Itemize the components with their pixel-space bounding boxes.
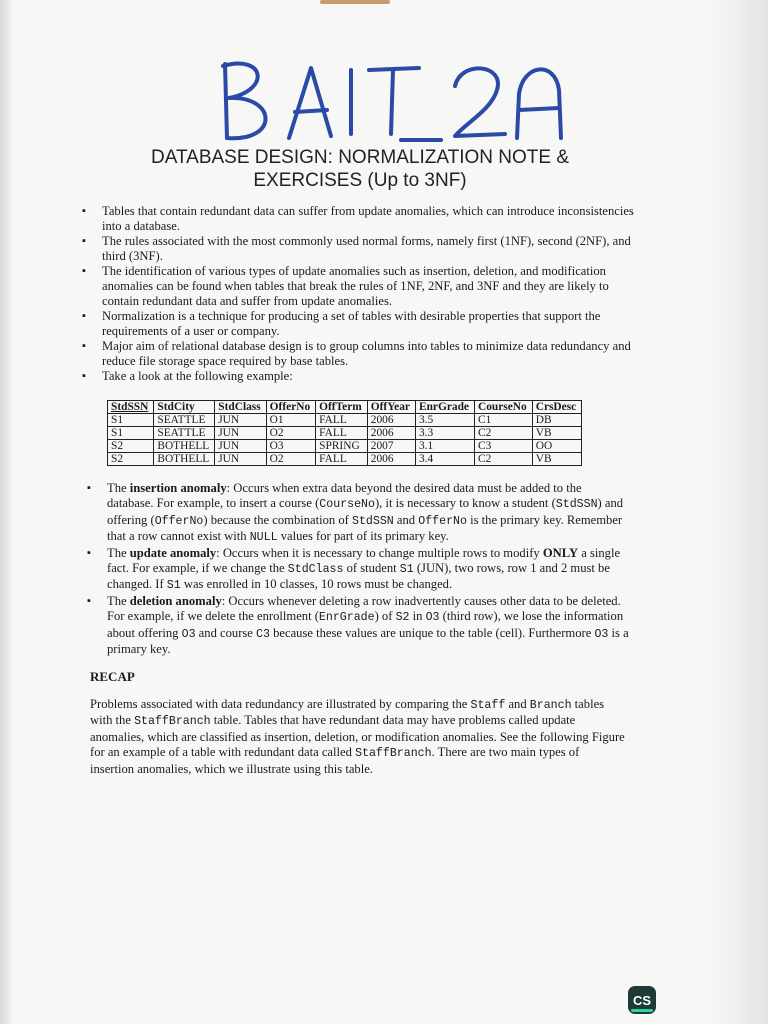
code-term: StdClass <box>287 563 344 577</box>
text-run: and <box>393 512 419 527</box>
table-row <box>108 440 582 453</box>
text-run: a single fact. For example, if we change the <box>107 545 621 576</box>
text-run: in <box>409 609 426 624</box>
list-item: ▪ Take a look at the following example: <box>80 369 640 384</box>
table-cell: FALL <box>316 414 368 427</box>
table-header-row <box>108 401 582 414</box>
table-cell: JUN <box>215 427 266 440</box>
column-header: CourseNo <box>474 401 532 414</box>
table-cell: C2 <box>474 453 532 466</box>
emphasis-only: ONLY <box>542 545 579 560</box>
column-header: OffYear <box>367 401 415 414</box>
list-item: ▪ Major aim of relational database design is to group columns into tables to minimize data redundancy and reduce file storage space required by base tables. <box>80 339 640 369</box>
column-header: StdClass <box>215 401 266 414</box>
code-term: EnrGrade <box>318 611 375 625</box>
recap-heading: RECAP <box>90 669 135 684</box>
code-term: S1 <box>166 579 181 593</box>
table-cell: OO <box>532 440 582 453</box>
text-run: The <box>107 545 130 560</box>
table-cell: BOTHELL <box>154 440 215 453</box>
insertion-anomaly-item <box>85 481 630 546</box>
table-cell: SEATTLE <box>154 414 215 427</box>
column-header: OffTerm <box>316 401 368 414</box>
table-cell: S1 <box>108 414 154 427</box>
update-anomaly-item <box>85 546 630 594</box>
column-header: CrsDesc <box>532 401 582 414</box>
text-run: is a primary key. <box>107 625 629 657</box>
table-cell: O2 <box>266 427 315 440</box>
text-run: was enrolled in 10 classes, 10 rows must be changed. <box>180 577 453 592</box>
code-term: O3 <box>425 611 440 625</box>
text-run: is the primary key. Remember that a row cannot exist with <box>107 512 623 544</box>
code-term: Branch <box>529 699 572 712</box>
code-term: S2 <box>395 611 410 625</box>
table-cell: C1 <box>474 414 532 427</box>
list-item: ▪ The identification of various types of update anomalies such as insertion, deletion, and modification anomalies can be found when tables that break the rules of 1NF, 2NF, and 3NF and they are likely to contain redundant data and suffer from update anomalies. <box>80 264 640 309</box>
column-header: EnrGrade <box>415 401 474 414</box>
table-row <box>108 453 582 466</box>
table-cell: C3 <box>474 440 532 453</box>
text-run: : Occurs when it is necessary to change multiple rows to modify <box>216 545 543 560</box>
text-run: because these values are unique to the table (cell). Furthermore <box>269 625 595 640</box>
code-term: O3 <box>181 627 196 641</box>
handwritten-title <box>205 50 565 146</box>
text-run: : Occurs whenever deleting a row inadvertently causes other data to be deleted. For example, if we delete the enrollment ( <box>107 593 621 624</box>
table-cell: C2 <box>474 427 532 440</box>
text-run: ) because the combination of <box>203 512 353 527</box>
term-deletion-anomaly: deletion anomaly <box>129 593 222 608</box>
code-term: C3 <box>256 627 270 641</box>
paper-clip-mark <box>320 0 390 4</box>
column-header: StdSSN <box>108 401 154 414</box>
column-header: OfferNo <box>266 401 315 414</box>
table-cell: JUN <box>215 453 266 466</box>
text-run: table. Tables that have redundant data may have problems called update anomalies, which are classified as insertion, deletion, or modification anomalies. See the following Figure for an example of a table with redundant data called <box>90 713 625 760</box>
table-cell: 2007 <box>367 440 415 453</box>
table-cell: 3.1 <box>415 440 474 453</box>
table-cell: O2 <box>266 453 315 466</box>
page-edge-shadow-left <box>0 0 14 1024</box>
table-cell: S2 <box>108 453 154 466</box>
list-item: ▪ The rules associated with the most commonly used normal forms, namely first (1NF), second (2NF), and third (3NF). <box>80 234 640 264</box>
table-row <box>108 414 582 427</box>
code-term: OfferNo <box>154 514 204 528</box>
text-run: ) of <box>374 609 396 624</box>
code-term: NULL <box>249 531 278 545</box>
table-cell: DB <box>532 414 582 427</box>
table-cell: SPRING <box>316 440 368 453</box>
table-cell: BOTHELL <box>154 453 215 466</box>
page-edge-shadow-right <box>708 0 768 1024</box>
table-cell: S2 <box>108 440 154 453</box>
text-run: ), it is necessary to know a student ( <box>374 496 556 511</box>
anomaly-bullet-list <box>85 481 630 657</box>
text-run: The <box>107 593 130 608</box>
intro-bullet-list <box>80 204 640 384</box>
table-cell: VB <box>532 453 582 466</box>
text-run: and course <box>195 625 257 640</box>
title-line-1: DATABASE DESIGN: NORMALIZATION NOTE & <box>150 147 570 168</box>
table-cell: FALL <box>316 427 368 440</box>
table-cell: 3.3 <box>415 427 474 440</box>
text-run: values for part of its primary key. <box>277 529 449 544</box>
table-cell: 3.4 <box>415 453 474 466</box>
recap-paragraph <box>90 697 625 777</box>
text-run: (JUN), two rows, row 1 and 2 must be changed. If <box>107 561 610 592</box>
table-row <box>108 427 582 440</box>
table-cell: S1 <box>108 427 154 440</box>
code-term: CourseNo <box>319 498 375 512</box>
code-term: StdSSN <box>555 498 598 512</box>
table-cell: O3 <box>266 440 315 453</box>
term-insertion-anomaly: insertion anomaly <box>129 481 227 495</box>
column-header: StdCity <box>154 401 215 414</box>
title-line-2: EXERCISES (Up to 3NF) <box>253 170 467 191</box>
text-run: : Occurs when extra data beyond the desired data must be added to the database. For example, to insert a course ( <box>107 481 582 511</box>
table-cell: 2006 <box>367 427 415 440</box>
term-update-anomaly: update anomaly <box>129 545 217 560</box>
table-cell: JUN <box>215 440 266 453</box>
text-run: tables with the <box>90 697 605 728</box>
list-item: ▪ Tables that contain redundant data can suffer from update anomalies, which can introduce inconsistencies into a database. <box>80 204 640 234</box>
text-run: of student <box>343 561 400 576</box>
list-item: ▪ Normalization is a technique for producing a set of tables with desirable properties that support the requirements of a user or company. <box>80 309 640 339</box>
table-cell: JUN <box>215 414 266 427</box>
text-run: ) and offering ( <box>107 496 624 527</box>
table-cell: SEATTLE <box>154 427 215 440</box>
code-term: StaffBranch <box>355 747 432 761</box>
code-term: StdSSN <box>352 514 394 528</box>
table-cell: FALL <box>316 453 368 466</box>
code-term: O3 <box>594 627 609 641</box>
camscanner-logo: CS <box>628 986 656 1014</box>
table-cell: O1 <box>266 414 315 427</box>
text-run: The <box>107 481 130 495</box>
text-run: and <box>505 697 530 711</box>
text-run: (third row), we lose the information about offering <box>107 609 624 640</box>
code-term: OfferNo <box>418 514 467 528</box>
table-cell: 3.5 <box>415 414 474 427</box>
code-term: StaffBranch <box>134 715 211 729</box>
text-run: . There are two main types of insertion anomalies, which we illustrate using this table. <box>90 745 580 776</box>
table-cell: VB <box>532 427 582 440</box>
table-cell: 2006 <box>367 453 415 466</box>
table-cell: 2006 <box>367 414 415 427</box>
enrollment-example-table <box>107 400 582 466</box>
document-title <box>90 146 630 192</box>
code-term: Staff <box>470 699 506 712</box>
text-run: Problems associated with data redundancy are illustrated by comparing the <box>90 697 471 711</box>
deletion-anomaly-item <box>85 594 630 658</box>
code-term: S1 <box>399 563 414 577</box>
